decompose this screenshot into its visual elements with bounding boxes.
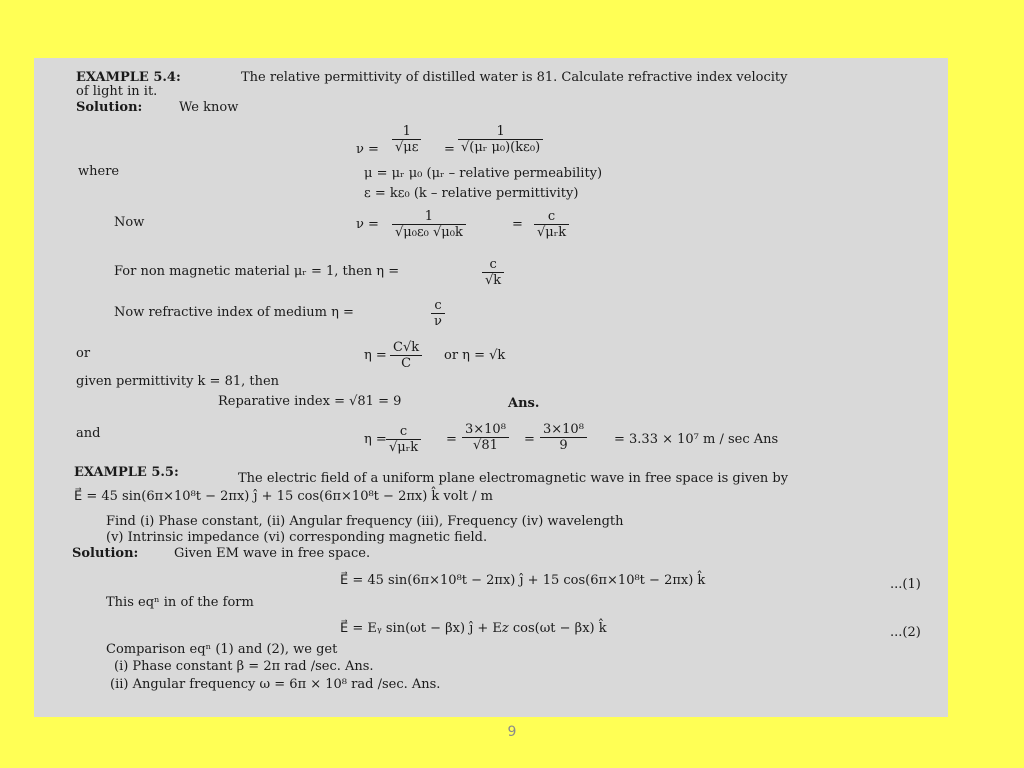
now-text: Now <box>114 215 145 230</box>
fraction-numerator: c <box>534 209 569 225</box>
example-5-5-label: EXAMPLE 5.5: <box>74 465 179 480</box>
example-5-4-text-cont: of light in it. <box>76 84 158 99</box>
fraction-denominator: √(μᵣ μ₀)(kε₀) <box>461 140 541 155</box>
equals-sign: = <box>524 432 535 447</box>
angular-frequency-answer: (ii) Angular frequency ω = 6π × 10⁸ rad /sec. Ans. <box>110 677 441 692</box>
fraction-c-over-root-mur-k <box>386 424 421 455</box>
fraction-denominator: √μᵣk <box>389 440 419 455</box>
velocity-lhs-2: ν = <box>356 217 379 232</box>
equation-2-tag: ...(2) <box>890 625 921 640</box>
fraction-numerator: 1 <box>458 124 543 140</box>
given-wave-text: Given EM wave in free space. <box>174 546 371 561</box>
fraction-numerator: C√k <box>390 340 422 356</box>
non-magnetic-text: For non magnetic material μᵣ = 1, then η = <box>114 264 400 279</box>
solution-label-2: Solution: <box>72 546 139 561</box>
answer-label: Ans. <box>508 396 540 411</box>
or-text: or <box>76 346 91 361</box>
given-permittivity-text: given permittivity k = 81, then <box>76 374 280 389</box>
eta-lhs: η = <box>364 348 387 363</box>
refractive-index-text: Now refractive index of medium η = <box>114 305 354 320</box>
equation-2: E⃗ = Eᵧ sin(ωt − βx) ĵ + E𝑧 cos(ωt − βx) k̂ <box>340 621 607 636</box>
fraction-numerator: 3×10⁸ <box>462 422 509 438</box>
equation-1: E⃗ = 45 sin(6π×10⁸t − 2πx) ĵ + 15 cos(6π×10⁸t − 2πx) k̂ <box>340 573 706 588</box>
document-page <box>34 58 948 717</box>
velocity-result: = 3.33 × 10⁷ m / sec Ans <box>614 432 779 447</box>
fraction-c-root-k-over-c <box>390 340 422 371</box>
fraction-3e8-over-root-81 <box>462 422 509 453</box>
example-5-4-label: EXAMPLE 5.4: <box>76 70 181 85</box>
fraction-1-over-roots <box>392 209 466 240</box>
eta-lhs-2: η = <box>364 432 387 447</box>
fraction-1-over-root-mu-eps <box>392 124 421 155</box>
we-know-text: We know <box>179 100 239 115</box>
fraction-numerator: c <box>482 257 504 273</box>
fraction-denominator: √με <box>395 140 419 155</box>
fraction-c-over-v <box>431 298 445 329</box>
velocity-lhs: ν = <box>356 142 379 157</box>
fraction-expanded <box>458 124 543 155</box>
fraction-denominator: √μᵣk <box>537 225 567 240</box>
fraction-numerator: c <box>386 424 421 440</box>
comparison-text: Comparison eqⁿ (1) and (2), we get <box>106 642 338 657</box>
equals-sign: = <box>444 142 455 157</box>
fraction-c-over-root-k <box>482 257 504 288</box>
equation-1-tag: ...(1) <box>890 577 921 592</box>
fraction-denominator: √k <box>485 273 502 288</box>
equals-sign: = <box>446 432 457 447</box>
find-list: Find (i) Phase constant, (ii) Angular frequency (iii), Frequency (iv) wavelength <box>106 514 624 529</box>
form-text: This eqⁿ in of the form <box>106 595 254 610</box>
fraction-denominator: √81 <box>473 438 498 453</box>
fraction-numerator: 3×10⁸ <box>540 422 587 438</box>
mu-definition: μ = μᵣ μ₀ (μᵣ – relative permeability) <box>364 166 603 181</box>
reparative-index-text: Reparative index = √81 = 9 <box>218 394 402 409</box>
and-text: and <box>76 426 101 441</box>
equals-sign: = <box>512 217 523 232</box>
page-number: 9 <box>507 724 517 740</box>
solution-label: Solution: <box>76 100 143 115</box>
fraction-denominator: 9 <box>559 438 568 453</box>
fraction-numerator: c <box>431 298 445 314</box>
fraction-numerator: 1 <box>392 124 421 140</box>
find-list-cont: (v) Intrinsic impedance (vi) corresponding magnetic field. <box>106 530 488 545</box>
fraction-c-over-root-mur-k <box>534 209 569 240</box>
example-5-5-text: The electric field of a uniform plane electromagnetic wave in free space is given by <box>238 471 789 486</box>
electric-field-equation: E⃗ = 45 sin(6π×10⁸t − 2πx) ĵ + 15 cos(6π×10⁸t − 2πx) k̂ volt / m <box>74 489 493 504</box>
epsilon-definition: ε = kε₀ (k – relative permittivity) <box>364 186 579 201</box>
fraction-denominator: C <box>401 356 412 371</box>
where-text: where <box>78 164 120 179</box>
fraction-denominator: √μ₀ε₀ √μ₀k <box>395 225 463 240</box>
or-eta-root-k: or η = √k <box>444 348 506 363</box>
phase-constant-answer: (i) Phase constant β = 2π rad /sec. Ans. <box>114 659 374 674</box>
fraction-denominator: ν <box>434 314 442 329</box>
example-5-4-text: The relative permittivity of distilled water is 81. Calculate refractive index velocity <box>241 70 788 85</box>
fraction-numerator: 1 <box>392 209 466 225</box>
fraction-3e8-over-9 <box>540 422 587 453</box>
